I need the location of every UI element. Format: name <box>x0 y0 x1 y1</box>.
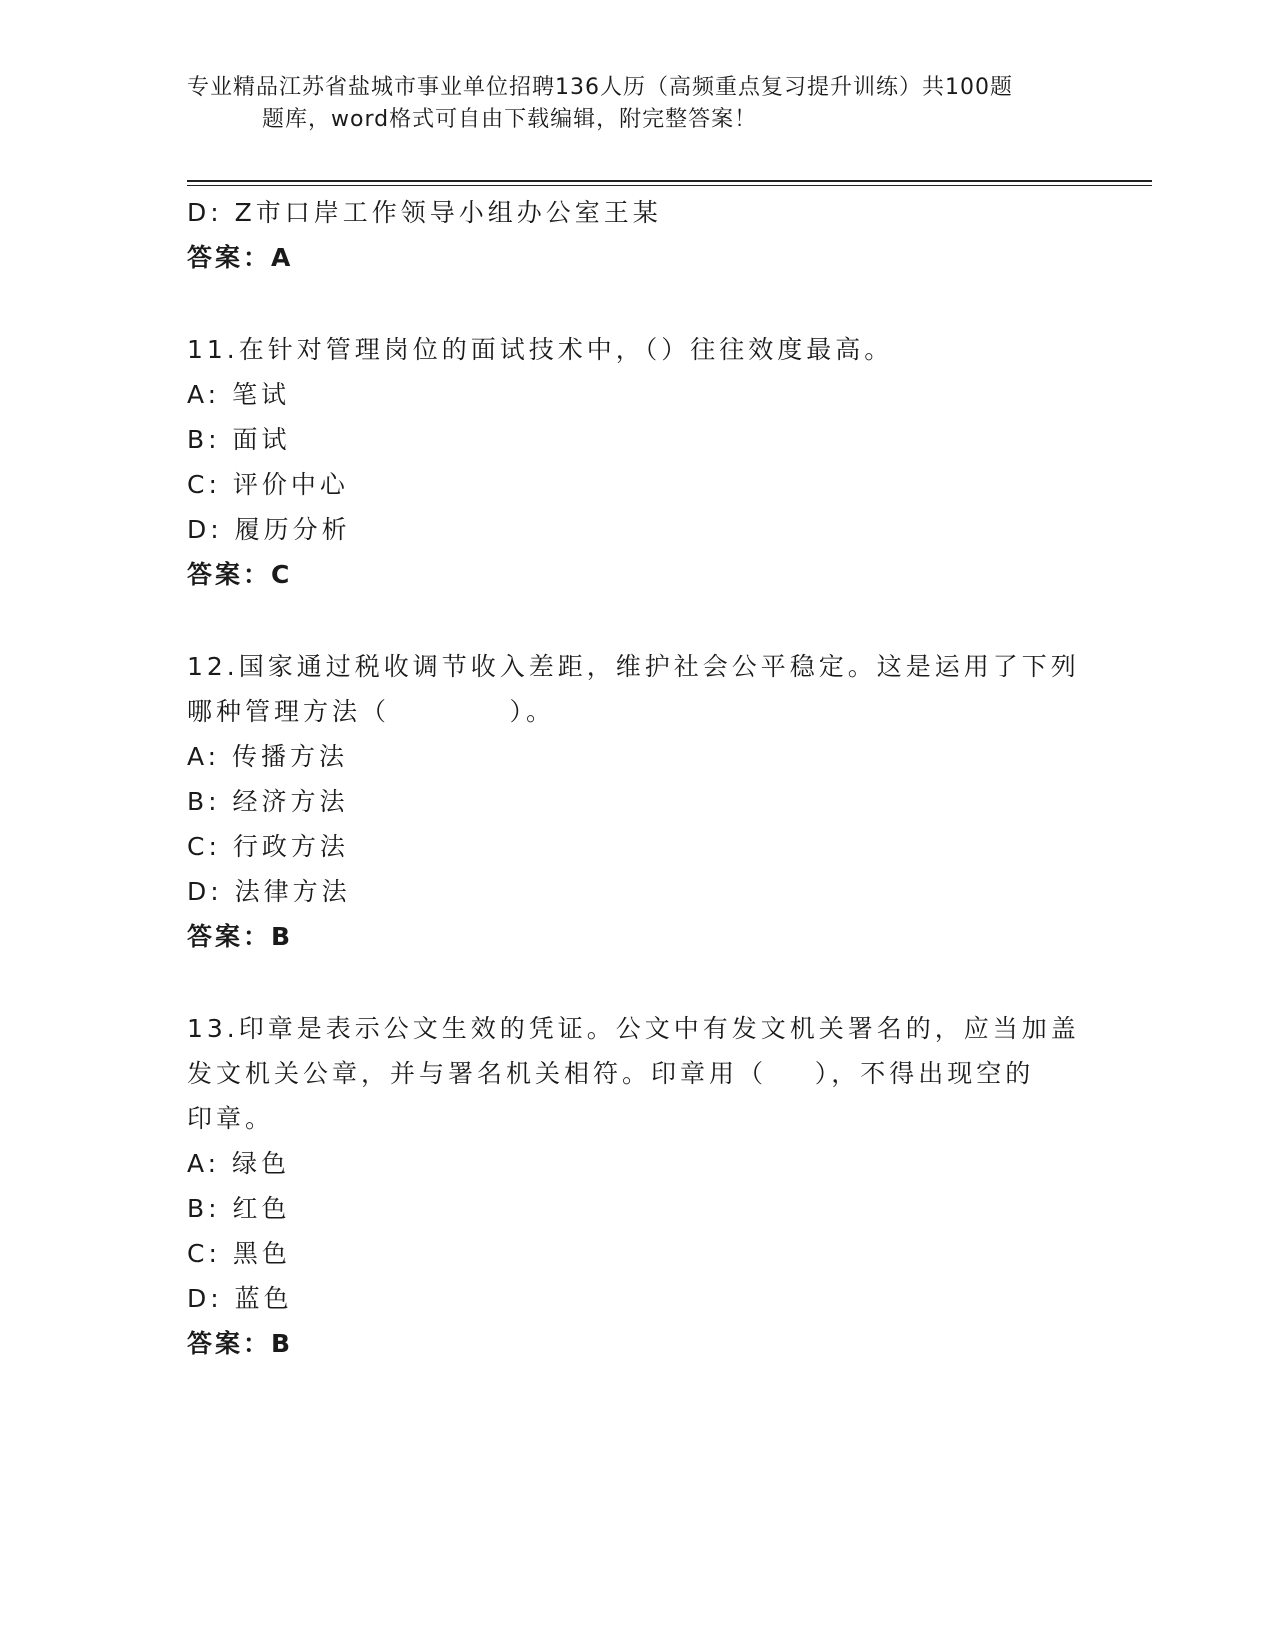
header-title-line-1: 专业精品江苏省盐城市事业单位招聘136人历（高频重点复习提升训练）共100题 <box>187 75 1013 100</box>
option-c: C: 行政方法 <box>187 832 349 861</box>
option-d: D: 法律方法 <box>187 877 351 906</box>
option-a: A: 笔试 <box>187 380 291 409</box>
question-text-line-3: 印章。 <box>187 1104 275 1133</box>
option-c: C: 黑色 <box>187 1239 291 1268</box>
answer: 答案：C <box>187 560 293 589</box>
answer: 答案：B <box>187 922 294 951</box>
answer: 答案：A <box>187 243 294 272</box>
option-b: B: 经济方法 <box>187 787 349 816</box>
option-b: B: 面试 <box>187 425 291 454</box>
question-text-line-1: 12.国家通过税收调节收入差距，维护社会公平稳定。这是运用了下列 <box>187 652 1080 681</box>
header-divider-thick <box>187 180 1152 182</box>
question-text: 11.在针对管理岗位的面试技术中，（）往往效度最高。 <box>187 335 894 364</box>
question-12 <box>187 644 1087 959</box>
document-header <box>187 72 1087 136</box>
header-divider-thin <box>187 185 1152 186</box>
question-text-line-2: 哪种管理方法（ ）。 <box>187 697 555 726</box>
option-b: B: 红色 <box>187 1194 291 1223</box>
question-text-line-2: 发文机关公章，并与署名机关相符。印章用（ ），不得出现空的 <box>187 1059 1035 1088</box>
option-d: D: 履历分析 <box>187 515 351 544</box>
question-text-line-1: 13.印章是表示公文生效的凭证。公文中有发文机关署名的，应当加盖 <box>187 1014 1080 1043</box>
option-a: A: 绿色 <box>187 1149 291 1178</box>
option-a: A: 传播方法 <box>187 742 349 771</box>
option-c: C: 评价中心 <box>187 470 349 499</box>
answer: 答案：B <box>187 1329 294 1358</box>
question-11 <box>187 327 1087 597</box>
question-list <box>187 190 1087 1366</box>
option-d: D: Z市口岸工作领导小组办公室王某 <box>187 198 662 227</box>
question-13 <box>187 1006 1087 1366</box>
option-d: D: 蓝色 <box>187 1284 293 1313</box>
header-title-line-2: 题库，word格式可自由下载编辑，附完整答案！ <box>262 107 758 132</box>
